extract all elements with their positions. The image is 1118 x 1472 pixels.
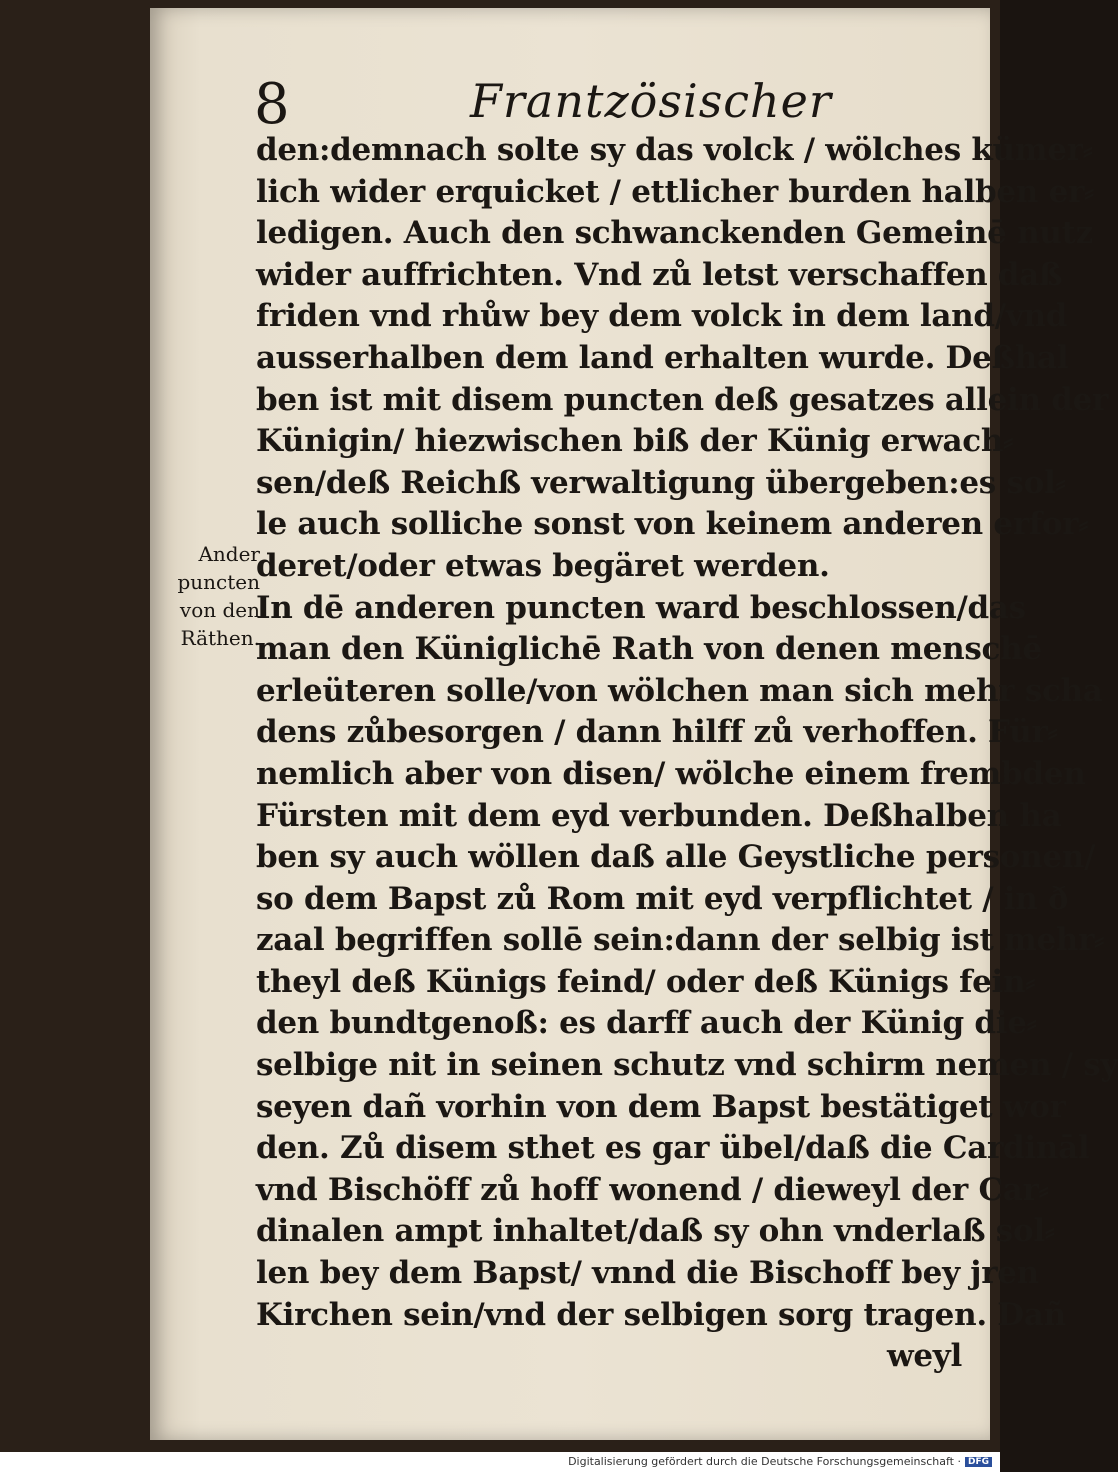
dfg-logo-icon: DFG — [965, 1457, 992, 1467]
text-line: theyl deß Künigs feind/ oder deß Künigs fein⸗ — [256, 963, 1036, 1000]
text-line: erleüteren solle/von wölchen man sich mehr scha — [256, 672, 1103, 709]
text-line: zaal begriffen sollē sein:dann der selbig ist mehr⸗ — [256, 922, 1105, 959]
text-line: ausserhalben dem land erhalten wurde. Deßhal — [256, 339, 1069, 376]
margin-note-line: puncten — [177, 570, 260, 594]
text-line: deret/oder etwas begäret werden. — [256, 547, 830, 584]
text-line: so dem Bapst zů Rom mit eyd verpflichtet / in ð — [256, 880, 1069, 917]
text-line: lich wider erquicket / ettlicher burden halben er⸗ — [256, 173, 1095, 210]
text-line: Kirchen sein/vnd der selbigen sorg tragen. Dañ — [256, 1296, 1066, 1333]
footer-credit-text: Digitalisierung gefördert durch die Deutsche Forschungsgemeinschaft · — [568, 1455, 961, 1468]
body-text — [256, 130, 1118, 1378]
margin-note — [160, 540, 260, 652]
text-line: man den Küniglichē Rath von denen menschē — [256, 631, 1042, 668]
margin-note-line: Räthen. — [180, 626, 260, 650]
text-line: friden vnd rhůw bey dem volck in dem land/vnd — [256, 298, 1068, 335]
text-line: dens zůbesorgen / dann hilff zů verhoffen. Für⸗ — [256, 714, 1058, 751]
text-line: den. Zů disem sthet es gar übel/daß die Cardināl — [256, 1130, 1090, 1167]
text-line: Fürsten mit dem eyd verbunden. Deßhalben ha — [256, 797, 1062, 834]
footer-credit — [568, 1455, 992, 1468]
text-line: vnd Bischöff zů hoff wonend / dieweyl der Car⸗ — [256, 1171, 1049, 1208]
text-line: len bey dem Bapst/ vnnd die Bischoff bey jren — [256, 1255, 1039, 1292]
text-line: seyen dañ vorhin von dem Bapst bestätiget wor — [256, 1088, 1066, 1125]
text-line: ledigen. Auch den schwanckenden Gemeinē nutz — [256, 215, 1093, 252]
text-line: nemlich aber von disen/ wölche einem frembden — [256, 755, 1086, 792]
margin-note-line: von den — [179, 598, 260, 622]
text-line: dinalen ampt inhaltet/daß sy ohn vnderlaß sol⸗ — [256, 1213, 1055, 1250]
running-head: Frantzösischer — [470, 74, 832, 128]
text-line: den bundtgenoß: es darff auch der Künig die⸗ — [256, 1005, 1037, 1042]
text-line: selbige nit in seinen schutz vnd schirm nemen / sy — [256, 1047, 1118, 1084]
text-line: sen/deß Reichß verwaltigung übergeben:es sol⸗ — [256, 464, 1066, 501]
page-number: 8 — [254, 72, 290, 137]
catchword: weyl — [887, 1338, 962, 1375]
text-line: le auch solliche sonst von keinem anderen erfor⸗ — [256, 506, 1089, 543]
margin-note-line: Ander — [198, 542, 260, 566]
text-line: In dē anderen puncten ward beschlossen/das — [256, 589, 1026, 626]
text-line: wider auffrichten. Vnd zů letst verschaffen daß — [256, 256, 1063, 293]
text-line: ben ist mit disem puncten deß gesatzes allein der — [256, 381, 1109, 418]
text-line: den:demnach solte sy das volck / wölches kümer⸗ — [256, 132, 1093, 168]
text-line: ben sy auch wöllen daß alle Geystliche personen/ — [256, 839, 1096, 876]
text-line: Künigin/ hiezwischen biß der Künig erwach⸗ — [256, 423, 1014, 460]
